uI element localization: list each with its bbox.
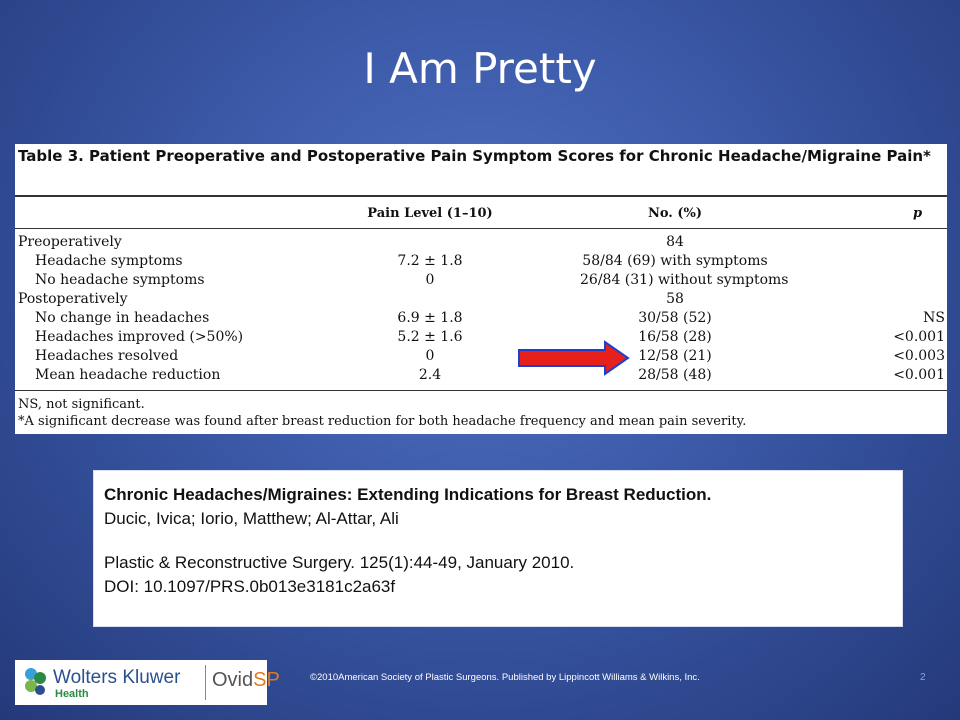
row-count: 58 (666, 291, 684, 307)
row-count: 16/58 (28) (638, 329, 712, 345)
reference-doi: DOI: 10.1097/PRS.0b013e3181c2a63f (104, 577, 396, 596)
row-count: 58/84 (69) with symptoms (582, 253, 768, 269)
table-row (15, 252, 947, 271)
logo-name: Wolters Kluwer (53, 667, 181, 688)
table-row (15, 290, 947, 309)
table-row (15, 366, 947, 385)
header-number: No. (%) (647, 206, 703, 221)
table-image (15, 144, 947, 434)
row-pain: 7.2 ± 1.8 (397, 253, 463, 269)
table-footnote: NS, not significant. (18, 397, 145, 412)
row-label: No change in headaches (35, 310, 210, 326)
right-arrow-icon (517, 340, 630, 376)
header-p: p (913, 206, 923, 221)
row-p: <0.001 (893, 329, 945, 345)
row-label: Preoperatively (18, 234, 122, 250)
publisher-logo (15, 660, 280, 705)
table-rule-top (15, 195, 947, 197)
header-pain-level: Pain Level (1–10) (367, 206, 493, 221)
table-row (15, 347, 947, 366)
row-pain: 2.4 (418, 367, 442, 383)
row-pain: 0 (425, 272, 435, 288)
reference-journal: Plastic & Reconstructive Surgery. 125(1):44-49, January 2010. (104, 553, 575, 572)
table-row (15, 328, 947, 347)
row-count: 28/58 (48) (638, 367, 712, 383)
logo-divider (205, 665, 206, 700)
reference-spacer (104, 531, 892, 551)
row-count: 84 (666, 234, 684, 250)
row-p: <0.003 (893, 348, 945, 364)
row-count: 12/58 (21) (638, 348, 712, 364)
row-label: Headache symptoms (35, 253, 183, 269)
row-pain: 5.2 ± 1.6 (397, 329, 463, 345)
row-label: Postoperatively (18, 291, 128, 307)
row-count: 30/58 (52) (638, 310, 712, 326)
row-label: Headaches improved (>50%) (35, 329, 244, 345)
ovid-logo (212, 669, 280, 692)
row-count: 26/84 (31) without symptoms (580, 272, 789, 288)
wolters-kluwer-globe-icon (21, 666, 49, 698)
copyright-notice: ©2010American Society of Plastic Surgeons. Published by Lippincott Williams & Wilkins, Inc. (310, 672, 700, 683)
row-p: NS (923, 310, 945, 326)
table-caption: Table 3. Patient Preoperative and Postoperative Pain Symptom Scores for Chronic Headache/Migraine Pain* (18, 147, 931, 165)
ovid-text: Ovid (212, 669, 254, 691)
reference-authors: Ducic, Ivica; Iorio, Matthew; Al-Attar, Ali (104, 509, 399, 528)
row-p: <0.001 (893, 367, 945, 383)
row-label: Headaches resolved (35, 348, 179, 364)
table-footnote: *A significant decrease was found after breast reduction for both headache frequency and mean pain severity. (18, 414, 747, 429)
row-pain: 0 (425, 348, 435, 364)
table-rule-header (15, 228, 947, 229)
slide-title: I Am Pretty (363, 44, 597, 93)
row-label: No headache symptoms (35, 272, 205, 288)
page-number: 2 (920, 672, 926, 683)
ovid-sp-text: SP (253, 669, 280, 691)
reference-box (93, 470, 903, 627)
table-row (15, 233, 947, 252)
table-row (15, 271, 947, 290)
row-pain: 6.9 ± 1.8 (397, 310, 463, 326)
logo-sub: Health (55, 688, 89, 700)
row-label: Mean headache reduction (35, 367, 221, 383)
reference-title: Chronic Headaches/Migraines: Extending Indications for Breast Reduction. (104, 485, 712, 504)
table-rule-bottom (15, 390, 947, 391)
table-row (15, 309, 947, 328)
